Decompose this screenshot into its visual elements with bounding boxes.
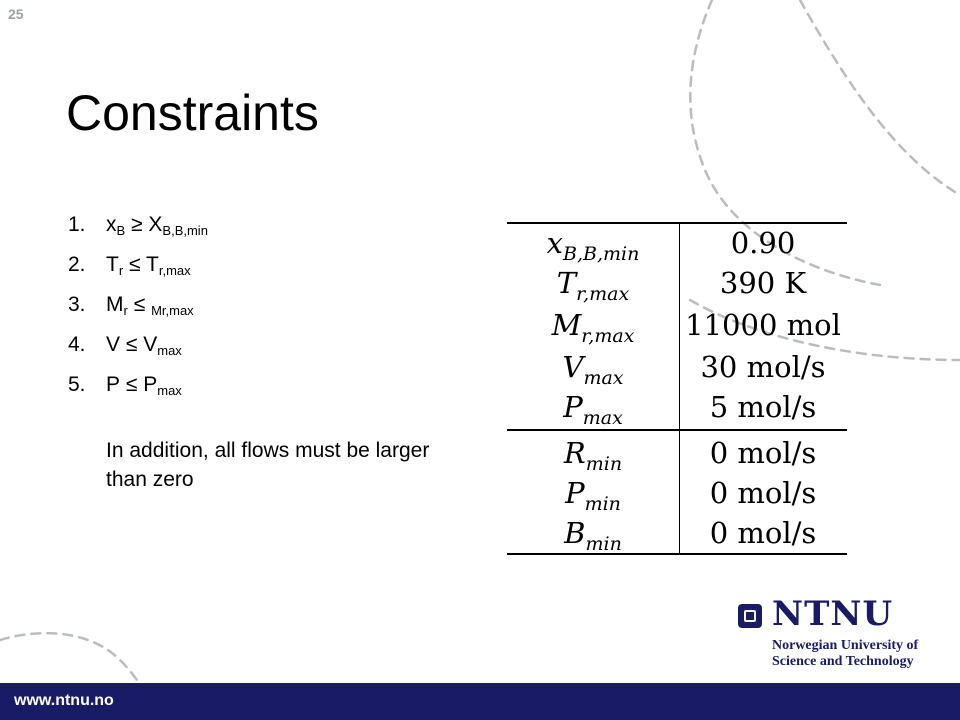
table-row: $P_{min}$ 0 mol/s [565, 476, 817, 515]
table-row: $P_{max}$ 5 mol/s [563, 390, 817, 429]
table-row: $x_{B,B,min}$ 0.90 [546, 226, 796, 265]
ntnu-logo-icon [738, 604, 762, 628]
table-row: $T_{r,max}$ 390 K [556, 266, 807, 305]
list-item: 3. $M_r \le _{Mr,max}$ [68, 293, 194, 318]
footer-url: www.ntnu.no [14, 692, 114, 709]
logo-name: NTNU [772, 594, 894, 634]
list-item: 1. $x_B \ge X_{B,B,min}$ [68, 213, 208, 238]
slide-title: Constraints [66, 85, 319, 141]
logo-subtitle-line1: Norwegian University of [772, 638, 919, 653]
note-text: In addition, all flows must be larger than zero [106, 439, 430, 491]
list-item: 4. $V \le V_{max}$ [68, 333, 182, 358]
table-row: $R_{min}$ 0 mol/s [563, 436, 817, 475]
table-row: $B_{min}$ 0 mol/s [564, 516, 817, 555]
footer-bar [0, 683, 960, 720]
table-rule-middle [507, 429, 847, 431]
logo-subtitle-line2: Science and Technology [772, 654, 914, 669]
list-item: 5. $P \le P_{max}$ [68, 373, 182, 398]
table-row: $V_{max}$ 30 mol/s [562, 350, 826, 389]
table-row: $M_{r,max}$ 11000 mol [551, 308, 841, 347]
list-item: 2. $T_r \le T_{r,max}$ [68, 253, 191, 278]
page-number: 25 [8, 6, 24, 22]
